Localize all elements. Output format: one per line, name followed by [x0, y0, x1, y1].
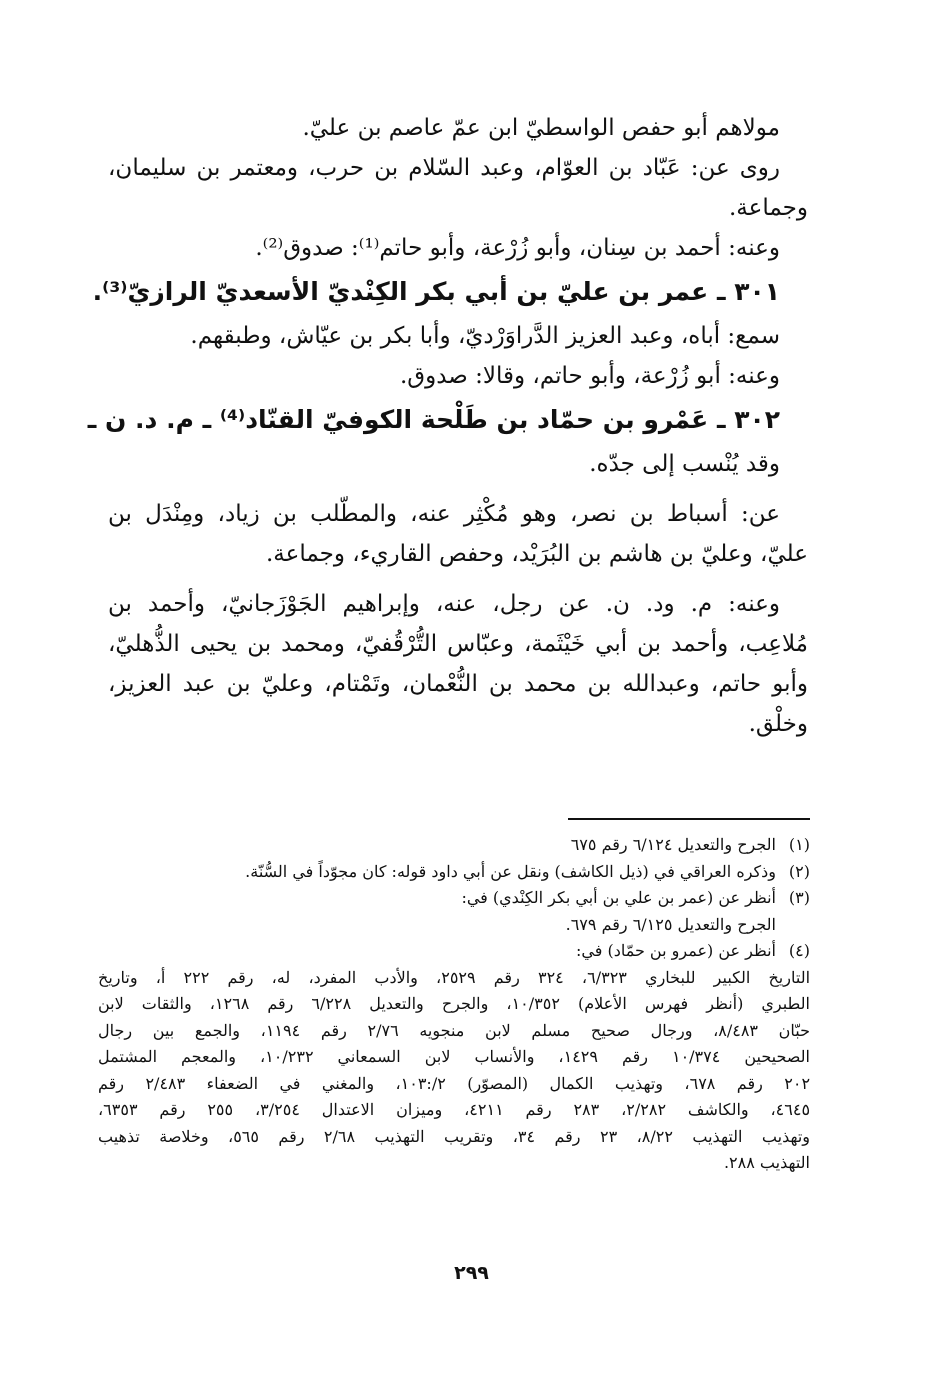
- footnote-4: [98, 938, 810, 965]
- text-line: وعنه: أحمد بن سِنان، وأبو زُرْعة، وأبو حاتم⁽¹⁾: صدوق⁽²⁾.: [255, 235, 780, 261]
- footnote-4-line: وتهذيب التهذيب ٨/٢٢، ٢٣ رقم ٣٤، وتقريب التهذيب ٢/٦٨ رقم ٥٦٥، وخلاصة تذهيب: [98, 1126, 811, 1146]
- text-line: روى عن: عَبّاد بن العوّام، وعبد السّلام بن حرب، ومعتمر بن سليمان،: [108, 155, 780, 181]
- footnote-4-line: الطبري (أنظر فهرس الأعلام) ١٠/٣٥٢، والجرح والتعديل ٦/٢٢٨ رقم ١٢٦٨، والثقات لابن: [98, 994, 811, 1013]
- footnote-text: أنظر عن (عمرو بن حمّاد) في:: [576, 941, 776, 960]
- footnote-text: أنظر عن (عمر بن علي بن أبي بكر الكِنْدي) في:: [461, 888, 776, 907]
- footnote-number: (١): [788, 835, 810, 854]
- main-text: [87, 108, 808, 744]
- footnote-1: [98, 832, 810, 859]
- footnote-4-line: حبّان ٨/٤٨٣، ورجال صحيح مسلم لابن منجويه ٢/٧٦ رقم ١١٩٤، والجمع بين رجال: [98, 1020, 810, 1040]
- text-line: وخلْق.: [748, 711, 808, 737]
- text-line: سمع: أباه، وعبد العزيز الدَّراوَرْديّ، وأبا بكر بن عيّاش، وطبقهم.: [190, 323, 780, 349]
- text-line: مُلاعِب، وأحمد بن أبي خَيْثَمة، وعبّاس التُّرْقُفيّ، ومحمد بن يحيى الذُّهليّ،: [108, 631, 808, 657]
- footnote-number: (٣): [788, 888, 810, 907]
- footnote-4-line: التهذيب ٢٨٨.: [723, 1153, 810, 1172]
- footnote-3-cont: الجرح والتعديل ٦/١٢٥ رقم ٦٧٩.: [565, 914, 776, 934]
- footnote-number: (٢): [788, 861, 810, 881]
- text-line: وأبو حاتم، وعبدالله بن محمد بن النُّعْمان، وتَمْتام، وعليّ بن عبد العزيز،: [108, 671, 808, 697]
- text-line: وجماعة.: [729, 195, 808, 221]
- footnote-4-line: ٤٦٤٥، والكاشف ٢/٢٨٢، ٢٨٣ رقم ٤٢١١، وميزان الاعتدال ٣/٢٥٤، ٢٥٥ رقم ٦٣٥٣،: [98, 1100, 811, 1119]
- page-number: ٢٩٩: [454, 1262, 489, 1284]
- footnotes: [98, 832, 810, 1177]
- footnote-2: [98, 859, 810, 886]
- text-line: عن: أسباط بن نصر، وهو مُكْثِر عنه، والمطّلب بن زياد، ومِنْدَل بن: [108, 501, 780, 527]
- footnote-4-line: الصحيحين ١٠/٣٧٤ رقم ١٤٢٩، والأنساب لابن السمعاني ١٠/٢٣٢، والمعجم المشتمل: [98, 1047, 811, 1066]
- footnote-text: وذكره العراقي في (ذيل الكاشف) ونقل عن أبي داود قوله: كان مجوّداً في السُّنّة.: [245, 861, 776, 881]
- entry-heading-302: ٣٠٢ ـ عَمْرو بن حمّاد بن طَلْحة الكوفيّ القنّاد⁽⁴⁾ ـ م. د. ن ـ: [87, 405, 780, 434]
- entry-heading-301: ٣٠١ ـ عمر بن عليّ بن أبي بكر الكِنْديّ الأسعديّ الرازيّ⁽³⁾.: [92, 277, 780, 306]
- text-line: وعنه: م. ود. ن. عن رجل، عنه، وإبراهيم الجَوْزَجانيّ، وأحمد بن: [108, 591, 780, 617]
- footnote-4-line: التاريخ الكبير للبخاري ٦/٣٢٣، ٣٢٤ رقم ٢٥٢٩، والأدب المفرد، له، رقم ٢٢٢ أ، وتاريخ: [98, 967, 811, 987]
- footnote-number: (٤): [788, 941, 810, 960]
- footnote-text: الجرح والتعديل ٦/١٢٤ رقم ٦٧٥: [570, 835, 776, 854]
- footnote-4-line: ٢٠٢ رقم ٦٧٨، وتهذيب الكمال (المصوّر) ٢/:١٠٣، والمغني في الضعفاء ٢/٤٨٣ رقم: [98, 1073, 811, 1093]
- text-line: عليّ، وعليّ بن هاشم بن البُرَيْد، وحفص القاريء، وجماعة.: [265, 541, 808, 567]
- text-line: مولاهم أبو حفص الواسطيّ ابن عمّ عاصم بن عليّ.: [302, 115, 780, 141]
- footnote-3: [98, 885, 810, 912]
- text-line: وقد يُنْسب إلى جدّه.: [589, 451, 780, 477]
- footnote-separator: [568, 818, 810, 820]
- text-line: وعنه: أبو زُرْعة، وأبو حاتم، وقالا: صدوق.: [399, 363, 780, 389]
